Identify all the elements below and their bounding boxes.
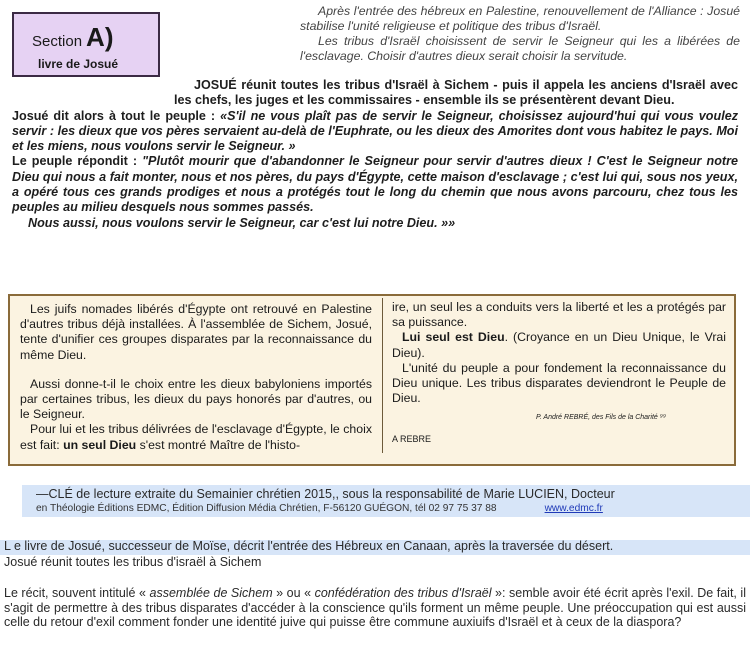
section-label-box bbox=[12, 12, 160, 77]
recit-t3: »: semble avoir été écrit après l'exil. De fait, il s'agit de permettre à des tribus disparates d'accéder à la conscience qu'ils forment un même peuple. Une préoccupation qui est aussi celle du retour d'exil comment fonder une identité juive qui puisse être commune auxiuifs d'Israël et à ceux de la diaspora? bbox=[4, 586, 746, 630]
commentary-box bbox=[8, 294, 736, 466]
commentary-left-p1: Les juifs nomades libérés d'Égypte ont retrouvé en Palestine d'autres tribus déjà installées. À l'assemblée de Sichem, Josué, tente d'unifier ces groupes disparates par la reconnaissance du même Dieu. bbox=[20, 302, 372, 362]
recit-t1-italic: assemblée de Sichem bbox=[149, 586, 273, 600]
cle-line-2 bbox=[36, 503, 603, 514]
commentary-left-p2: Aussi donne-t-il le choix entre les dieux babyloniens importés par certaines tribus, les dieux du pays honorés par d'autres, ou le Seigneur. bbox=[20, 376, 372, 422]
recit-t2-italic: confédération des tribus d'Israël bbox=[314, 586, 492, 600]
recit-text bbox=[4, 586, 746, 630]
bible-p2-quote: «S'il ne vous plaît pas de servir le Seigneur, choisissez aujourd'hui qui vous voulez servir : les dieux que vos pères servaient au-delà de l'Euphrate, ou les dieux des Amorites dont vous habitez le pays. Moi et les miens, nous voulons servir le Seigneur. » bbox=[12, 108, 738, 154]
commentary-left-p3 bbox=[20, 422, 372, 452]
commentary-left-p3-end: s'est montré Maître de l'histo- bbox=[136, 437, 301, 452]
bible-paragraph-1: JOSUÉ réunit toutes les tribus d'Israël à Sichem - puis il appela les anciens d'Israël avec les chefs, les juges et les commissaires - ensemble ils se présentèrent devant Dieu. bbox=[174, 78, 738, 108]
commentary-right-p2-rest: . (Croyance en un Dieu Unique, le Vrai Dieu). bbox=[392, 330, 726, 360]
bible-p3-intro: Le peuple répondit : bbox=[12, 154, 143, 169]
recit-t2: » ou « bbox=[272, 586, 315, 600]
josue-line-1: L e livre de Josué, successeur de Moïse, décrit l'entrée des Hébreux en Canaan, après la traversée du désert. bbox=[4, 539, 614, 553]
commentary-signature-short: A REBRE bbox=[392, 433, 432, 444]
recit-paragraph bbox=[4, 586, 746, 630]
bible-p3-quote: "Plutôt mourir que d'abandonner le Seigneur pour servir d'autres dieux ! C'est le Seigneur notre Dieu qui nous a fait monter, nous et nos pères, du pays d'Égypte, cette maison d'esclavage ; c'est lui qui, sous nos yeux, a opéré tous ces grands prodiges et nous a protégés tout le long du chemin que nous avons parcouru, chez tous les peuples au milieu desquels nous sommes passés. bbox=[12, 154, 738, 215]
cle-line-1: —CLÉ de lecture extraite du Semainier chrétien 2015,, sous la responsabilité de Marie LUCIEN, Docteur bbox=[36, 487, 615, 501]
cle-line-2-text: en Théologie Éditions EDMC, Édition Diffusion Média Chrétien, F-56120 GUÉGON, tél 02 97 75 37 88 bbox=[36, 503, 497, 514]
cle-source-banner bbox=[22, 485, 750, 517]
section-subtitle: livre de Josué bbox=[38, 57, 119, 71]
commentary-left-column bbox=[20, 302, 372, 453]
commentary-left-p3-bold: un seul Dieu bbox=[63, 437, 137, 452]
bible-passage bbox=[12, 78, 738, 231]
intro-paragraph-1: Après l'entrée des hébreux en Palestine, renouvellement de l'Alliance : Josué stabilise l'unité religieuse et politique des tribus d'Israël. bbox=[300, 4, 740, 33]
section-letter: A) bbox=[86, 22, 114, 52]
commentary-right-p2 bbox=[392, 330, 726, 360]
bible-paragraph-4: Nous aussi, nous voulons servir le Seigneur, car c'est lui notre Dieu. »» bbox=[28, 215, 456, 230]
bible-p2-intro: Josué dit alors à tout le peuple : bbox=[12, 108, 221, 123]
column-divider bbox=[382, 298, 383, 453]
commentary-right-p2-bold: Lui seul est Dieu bbox=[402, 330, 505, 345]
commentary-left-p3-start: Pour lui et les tribus délivrées de l'esclavage d'Égypte, le choix est fait: bbox=[20, 422, 372, 452]
commentary-right-column bbox=[392, 300, 726, 447]
josue-line-2: Josué réunit toutes les tribus d'israël à Sichem bbox=[4, 555, 262, 569]
intro-text bbox=[300, 4, 740, 64]
commentary-signature: P. André REBRÉ, des Fils de la Charité ⁹⁹ bbox=[536, 414, 666, 422]
commentary-right-p3: L'unité du peuple a pour fondement la reconnaissance du Dieu unique. Les tribus disparates deviendront le Peuple de Dieu. bbox=[392, 360, 726, 406]
intro-paragraph-2: Les tribus d'Israël choisissent de servir le Seigneur qui les a libérées de l'esclavage. Choisir d'autres dieux serait choisir la servitude. bbox=[300, 34, 740, 63]
section-title bbox=[32, 22, 113, 53]
bible-paragraph-3 bbox=[12, 154, 738, 215]
commentary-right-p1: ire, un seul les a conduits vers la liberté et les a protégés par sa puissance. bbox=[392, 300, 726, 330]
recit-t1: Le récit, souvent intitulé « bbox=[4, 586, 150, 600]
edmc-link[interactable]: www.edmc.fr bbox=[544, 503, 603, 514]
section-word: Section bbox=[32, 33, 83, 50]
bible-paragraph-2 bbox=[12, 109, 738, 155]
